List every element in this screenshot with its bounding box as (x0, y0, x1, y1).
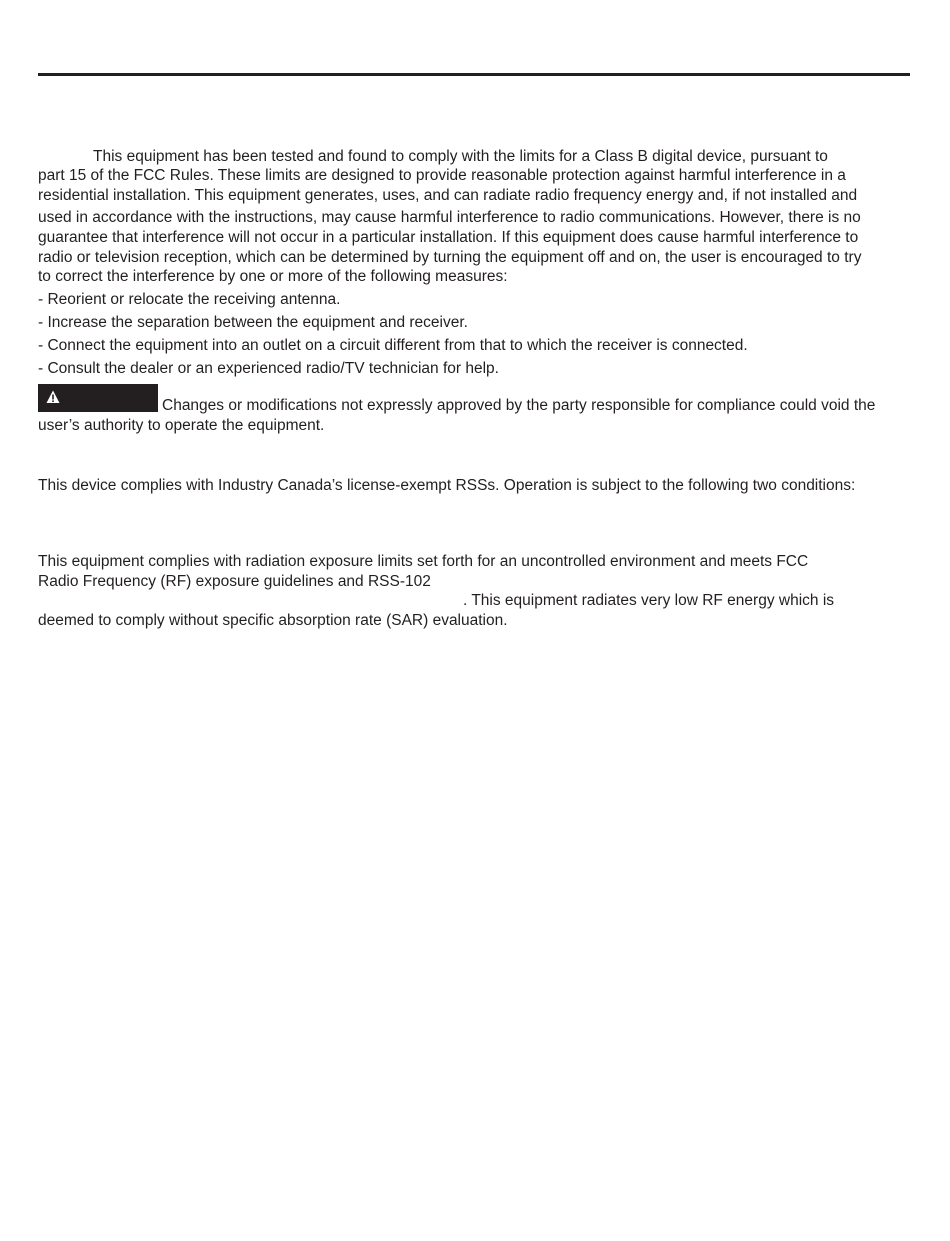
fcc-paragraph-line-2: part 15 of the FCC Rules. These limits are designed to provide reasonable protection against harmful interference in a (38, 167, 846, 184)
radiation-text-line-4: deemed to comply without specific absorption rate (SAR) evaluation. (38, 612, 508, 629)
industry-canada-text: This device complies with Industry Canada’s license-exempt RSSs. Operation is subject to the following two conditions: (38, 477, 856, 494)
radiation-text-line-2: Radio Frequency (RF) exposure guidelines and RSS-102 (38, 573, 431, 590)
header-rule (38, 73, 910, 76)
warning-text-line-2: user’s authority to operate the equipment. (38, 417, 325, 434)
fcc-paragraph-line-5: guarantee that interference will not occur in a particular installation. If this equipment does cause harmful interference to (38, 229, 859, 246)
fcc-paragraph-line-4: used in accordance with the instructions, may cause harmful interference to radio communications. However, there is no (38, 209, 861, 226)
measure-item: - Connect the equipment into an outlet on a circuit different from that to which the receiver is connected. (38, 337, 748, 354)
warning-triangle-icon (46, 390, 60, 404)
radiation-text-line-1: This equipment complies with radiation exposure limits set forth for an uncontrolled environment and meets FCC (38, 553, 809, 570)
warning-badge (38, 384, 158, 412)
measure-item: - Consult the dealer or an experienced radio/TV technician for help. (38, 360, 499, 377)
fcc-paragraph-line-7: to correct the interference by one or more of the following measures: (38, 268, 508, 285)
warning-text-line-1: Changes or modifications not expressly approved by the party responsible for compliance could void the (162, 397, 876, 414)
fcc-paragraph-line-1: This equipment has been tested and found to comply with the limits for a Class B digital device, pursuant to (93, 148, 828, 165)
fcc-paragraph-line-3: residential installation. This equipment generates, uses, and can radiate radio frequency energy and, if not installed and (38, 187, 858, 204)
measure-item: - Reorient or relocate the receiving antenna. (38, 291, 341, 308)
fcc-paragraph-line-6: radio or television reception, which can be determined by turning the equipment off and on, the user is encouraged to try (38, 249, 862, 266)
measure-item: - Increase the separation between the equipment and receiver. (38, 314, 468, 331)
radiation-text-line-3: . This equipment radiates very low RF energy which is (463, 592, 835, 609)
